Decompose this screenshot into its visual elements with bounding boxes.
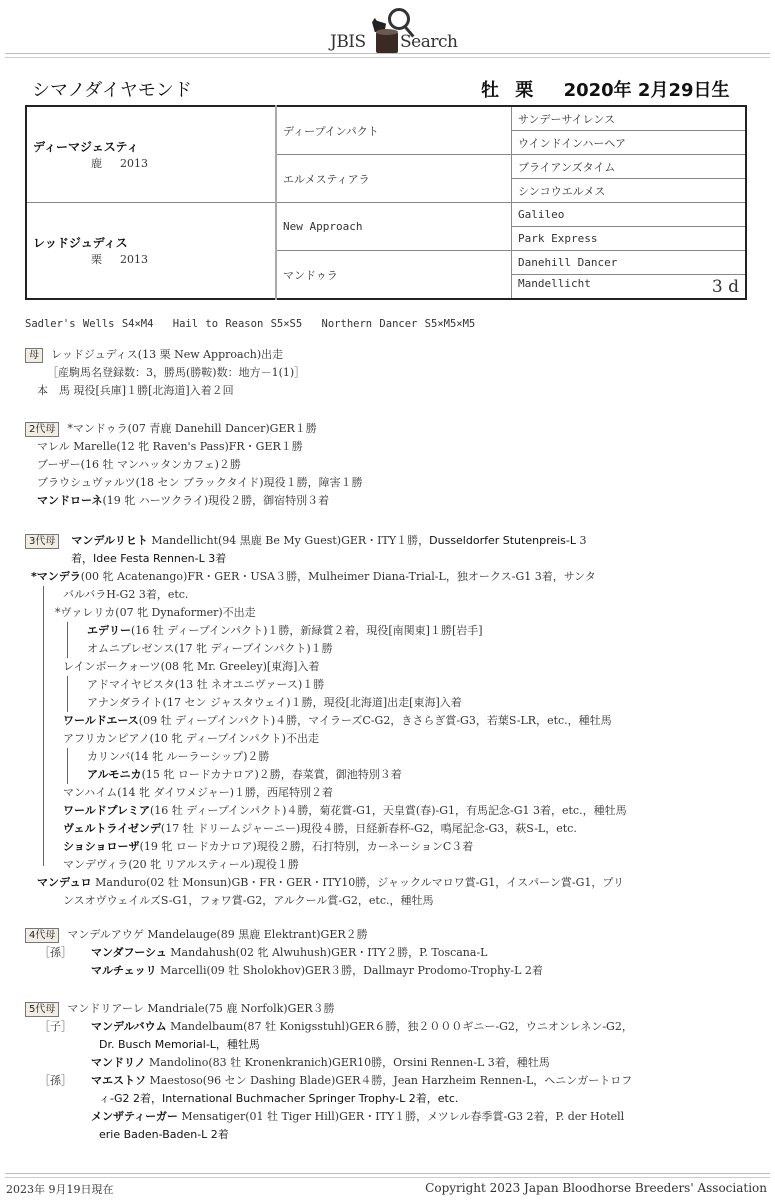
- record-text: Mandolino(83 牡 Kronenkranich)GER10勝，Orsini Rennen-L 3着，種牡馬: [145, 1056, 550, 1069]
- second-dam-head: *マンドゥラ(07 青鹿 Danehill Dancer)GER１勝: [67, 422, 317, 435]
- sire-color: 鹿: [91, 157, 102, 170]
- record-text: アドマイヤビスタ(13 牡 ネオユニヴァース)１勝: [87, 678, 325, 691]
- record-text: Manduro(02 牡 Monsun)GB・FR・GER・ITY10勝，ジャックルマロワ賞-G1，イスパーン賞-G1，プリ: [91, 876, 624, 889]
- pedigree-table: [25, 105, 747, 300]
- family-item: [25, 838, 627, 856]
- record-text: ブラウシュヴァルツ(18 セン ブラックタイド)現役１勝，障害１勝: [37, 476, 363, 489]
- sire-dam[interactable]: エルメスティアラ: [276, 155, 512, 203]
- fifth-dam-tag: 5代母: [25, 1002, 59, 1017]
- record-text: (19 牝 ハーツクライ)現役２勝，御宿特別３着: [102, 494, 330, 507]
- logo-text-jbis: JBIS: [330, 32, 366, 52]
- dam-section: [25, 346, 305, 400]
- jbis-search-logo[interactable]: [328, 4, 458, 52]
- horse-name-bold: ヴェルトライゼンデ: [63, 822, 161, 835]
- third-dam-line2: 着，Idee Festa Rennen-L 3着: [71, 552, 227, 565]
- dam-dam[interactable]: マンドゥラ: [276, 251, 512, 300]
- record-text: アフリカンピアノ(10 牝 ディープインパクト)不出走: [63, 732, 319, 745]
- dam-sire[interactable]: New Approach: [276, 203, 512, 251]
- family-item: [25, 658, 627, 676]
- record-text: 3: [576, 534, 587, 547]
- child-item: [25, 1018, 633, 1036]
- fourth-dam-head: マンデルアウゲ Mandelauge(89 黒鹿 Elektrant)GER２勝: [67, 928, 368, 941]
- third-dam-name: マンデルリヒト: [71, 534, 148, 547]
- family-number: 3 d: [711, 276, 739, 297]
- gen3-1[interactable]: サンデーサイレンス: [512, 106, 747, 131]
- record-text: ［子］: [39, 1020, 72, 1033]
- horse-name-bold: マンデュロ: [37, 876, 92, 889]
- inbreeding-line: [25, 318, 487, 330]
- family-item: [25, 766, 627, 784]
- dam-color: 栗: [91, 253, 102, 266]
- record-text: オムニプレゼンス(17 牝 ディープインパクト)１勝: [87, 642, 333, 655]
- second-dam-section: [25, 420, 363, 510]
- horse-birth: 2020年 2月29日生: [563, 80, 730, 101]
- family-item: [25, 622, 627, 640]
- tree-line: [67, 622, 68, 658]
- footer-divider: [5, 1173, 770, 1178]
- can-icon: [376, 32, 398, 53]
- manduro-line2: ンスオヴウェイルズS-G1，フォワ賞-G2，アルクール賞-G2，etc.，種牡馬: [63, 894, 434, 907]
- child-item-line2: Dr. Busch Memorial-L，種牡馬: [99, 1038, 260, 1051]
- horse-name: シマノダイヤモンド: [32, 80, 192, 101]
- dam-line2: ［産駒馬名登録数：3，勝馬(勝鞍)数：地方－1(1)］: [47, 366, 306, 379]
- tree-line: [43, 586, 44, 866]
- family-item: [25, 676, 627, 694]
- child-item: [25, 1054, 633, 1072]
- second-dam-item: [25, 456, 363, 474]
- grandchild-item-line2: erie Baden-Baden-L 2着: [99, 1128, 229, 1141]
- copyright: Copyright 2023 Japan Bloodhorse Breeders' Association: [425, 1181, 767, 1195]
- record-text: ［孫］: [39, 1074, 72, 1087]
- horse-sex: 牡: [481, 80, 499, 101]
- fifth-dam-section: [25, 1000, 633, 1144]
- record-text: (09 牡 ディープインパクト)４勝，マイラーズC-G2，きさらぎ賞-G3，若葉S-LR，etc.，種牡馬: [138, 714, 612, 727]
- horse-name-bold: マンドリノ: [91, 1056, 146, 1069]
- gen3-8-name[interactable]: Mandellicht: [518, 276, 591, 290]
- gen3-2[interactable]: ウインドインハーヘア: [512, 131, 747, 155]
- record-text: Maestoso(96 セン Dashing Blade)GER４勝，Jean Harzheim Rennen-L，ヘニンガートロフ: [146, 1074, 633, 1087]
- family-item: [25, 748, 627, 766]
- gen3-5[interactable]: Galileo: [512, 203, 747, 227]
- second-dam-item: [25, 474, 363, 492]
- horse-name-bold: マエストソ: [91, 1074, 146, 1087]
- dam-name[interactable]: レッドジュディス: [33, 236, 128, 250]
- grandchild-item: [25, 962, 543, 980]
- inbreeding-1: Sadler's Wells S4×M4: [25, 318, 154, 330]
- family-item: [25, 640, 627, 658]
- record-text: マンデヴィラ(20 牝 リアルスティール)現役１勝: [63, 858, 299, 871]
- family-item: [25, 784, 627, 802]
- second-dam-item: [25, 492, 363, 510]
- tree-line: [67, 748, 68, 784]
- dam-cell: [26, 203, 276, 300]
- record-text: (19 牝 ロードカナロア)現役２勝，石打特別，カーネーションC３着: [139, 840, 474, 853]
- gen3-6[interactable]: Park Express: [512, 227, 747, 251]
- horse-info: [481, 76, 740, 102]
- as-of-date: 2023年 9月19日現在: [6, 1183, 114, 1196]
- record-text: カリンバ(14 牝 ルーラーシップ)２勝: [87, 750, 270, 763]
- fourth-dam-section: [25, 926, 543, 980]
- family-item: [25, 712, 627, 730]
- inbreeding-2: Hail to Reason S5×S5: [172, 318, 303, 330]
- sire-sire[interactable]: ディープインパクト: [276, 106, 512, 155]
- record-text: (16 牡 ディープインパクト)４勝，菊花賞-G1，天皇賞(春)-G1，有馬記念-G1 3着，etc.，種牡馬: [150, 804, 627, 817]
- fifth-dam-head: マンドリアーレ Mandriale(75 鹿 Norfolk)GER３勝: [67, 1002, 335, 1015]
- horse-name-bold: *マンデラ: [31, 570, 81, 583]
- horse-name-bold: ワールドプレミア: [63, 804, 151, 817]
- record-text: (16 牡 ディープインパクト)１勝，新緑賞２着，現役[南関東]１勝[岩手]: [131, 624, 483, 637]
- gen3-8: [512, 275, 747, 300]
- record-text: Mandellicht(94 黒鹿 Be My Guest)GER・ITY１勝，: [147, 534, 430, 547]
- grandchild-item-line2: ィ-G2 2着，International Buchmacher Springer Trophy-L 2着，etc.: [99, 1092, 459, 1105]
- record-text: (15 牝 ロードカナロア)２勝，春菜賞，御池特別３着: [141, 768, 402, 781]
- record-text: Marcelli(09 牡 Sholokhov)GER３勝，Dallmayr Prodomo-Trophy-L 2着: [156, 964, 543, 977]
- mandera-line: [25, 568, 627, 586]
- record-text: ［孫］: [39, 946, 72, 959]
- sire-cell: [26, 106, 276, 203]
- header-divider: [5, 53, 770, 58]
- dam-year: 2013: [120, 253, 148, 266]
- inbreeding-3: Northern Dancer S5×M5×M5: [321, 318, 476, 330]
- logo-text-search: Search: [400, 32, 458, 52]
- horse-color: 栗: [515, 80, 534, 101]
- dam-tag: 母: [25, 348, 43, 363]
- record-text: Mensatiger(01 牡 Tiger Hill)GER・ITY１勝，メツレル春季賞-G3 2着，P. der Hotell: [177, 1110, 625, 1123]
- manduro-line: [25, 874, 627, 892]
- record-text: マレル Marelle(12 牝 Raven's Pass)FR・GER１勝: [37, 440, 303, 453]
- horse-name-bold: ワールドエース: [63, 714, 139, 727]
- gen3-7[interactable]: Danehill Dancer: [512, 251, 747, 275]
- family-item: [25, 856, 627, 874]
- family-item: [25, 730, 627, 748]
- dam-line1: レッドジュディス(13 栗 New Approach)出走: [51, 348, 284, 361]
- record-text: (00 牝 Acatenango)FR・GER・USA３勝，Mulheimer Diana-Trial-L，独オークス-G1 3着，サンタ: [80, 570, 596, 583]
- grandchild-item: [25, 944, 543, 962]
- record-text: ブーザー(16 牡 マンハッタンカフェ)２勝: [37, 458, 241, 471]
- record-text: Dusseldorfer Stutenpreis-L: [429, 534, 576, 547]
- horse-name-bold: メンザティーガー: [91, 1110, 178, 1123]
- third-dam-tag: 3代母: [25, 534, 59, 549]
- record-text: Mandahush(02 牝 Alwuhush)GER・ITY２勝，P. Toscana-L: [166, 946, 488, 959]
- horse-name-bold: アルモニカ: [87, 768, 142, 781]
- record-text: マンハイム(14 牝 ダイワメジャー)１勝，西尾特別２着: [63, 786, 334, 799]
- record-text: (17 牡 ドリームジャーニー)現役４勝，日経新春杯-G2，鳴尾記念-G3，萩S-L，etc.: [160, 822, 577, 835]
- gen3-3[interactable]: ブライアンズタイム: [512, 155, 747, 179]
- second-dam-item: [25, 438, 363, 456]
- horse-name-bold: エデリー: [87, 624, 131, 637]
- record-text: *ヴァレリカ(07 牝 Dynaformer)不出走: [55, 606, 256, 619]
- horse-name-bold: ショショローザ: [63, 840, 140, 853]
- horse-name-bold: マンダフーシュ: [91, 946, 167, 959]
- grandchild-item: [25, 1108, 633, 1126]
- sire-name[interactable]: ディーマジェスティ: [33, 140, 139, 154]
- horse-name-bold: マンデルバウム: [91, 1020, 167, 1033]
- gen3-4[interactable]: シンコウエルメス: [512, 179, 747, 203]
- mandera-line2: バルバラH-G2 3着，etc.: [63, 588, 189, 601]
- fourth-dam-tag: 4代母: [25, 928, 59, 943]
- horse-name-bold: マルチェッリ: [91, 964, 157, 977]
- dam-line3: 本 馬 現役[兵庫]１勝[北海道]入着２回: [37, 384, 234, 397]
- record-text: レインボークォーツ(08 牝 Mr. Greeley)[東海]入着: [63, 660, 320, 673]
- grandchild-item: [25, 1072, 633, 1090]
- family-item: [25, 820, 627, 838]
- tree-line: [67, 676, 68, 712]
- family-item: [25, 694, 627, 712]
- second-dam-tag: 2代母: [25, 422, 59, 437]
- record-text: Mandelbaum(87 牡 Konigsstuhl)GER６勝，独２０００ギニー-G2，ウニオンレネン-G2，: [166, 1020, 633, 1033]
- family-item: [25, 604, 627, 622]
- family-item: [25, 802, 627, 820]
- horse-name-bold: マンドローネ: [37, 494, 103, 507]
- sire-year: 2013: [120, 157, 148, 170]
- record-text: アナンダライト(17 セン ジャスタウェイ)１勝，現役[北海道]出走[東海]入着: [87, 696, 462, 709]
- third-dam-section: [25, 532, 627, 910]
